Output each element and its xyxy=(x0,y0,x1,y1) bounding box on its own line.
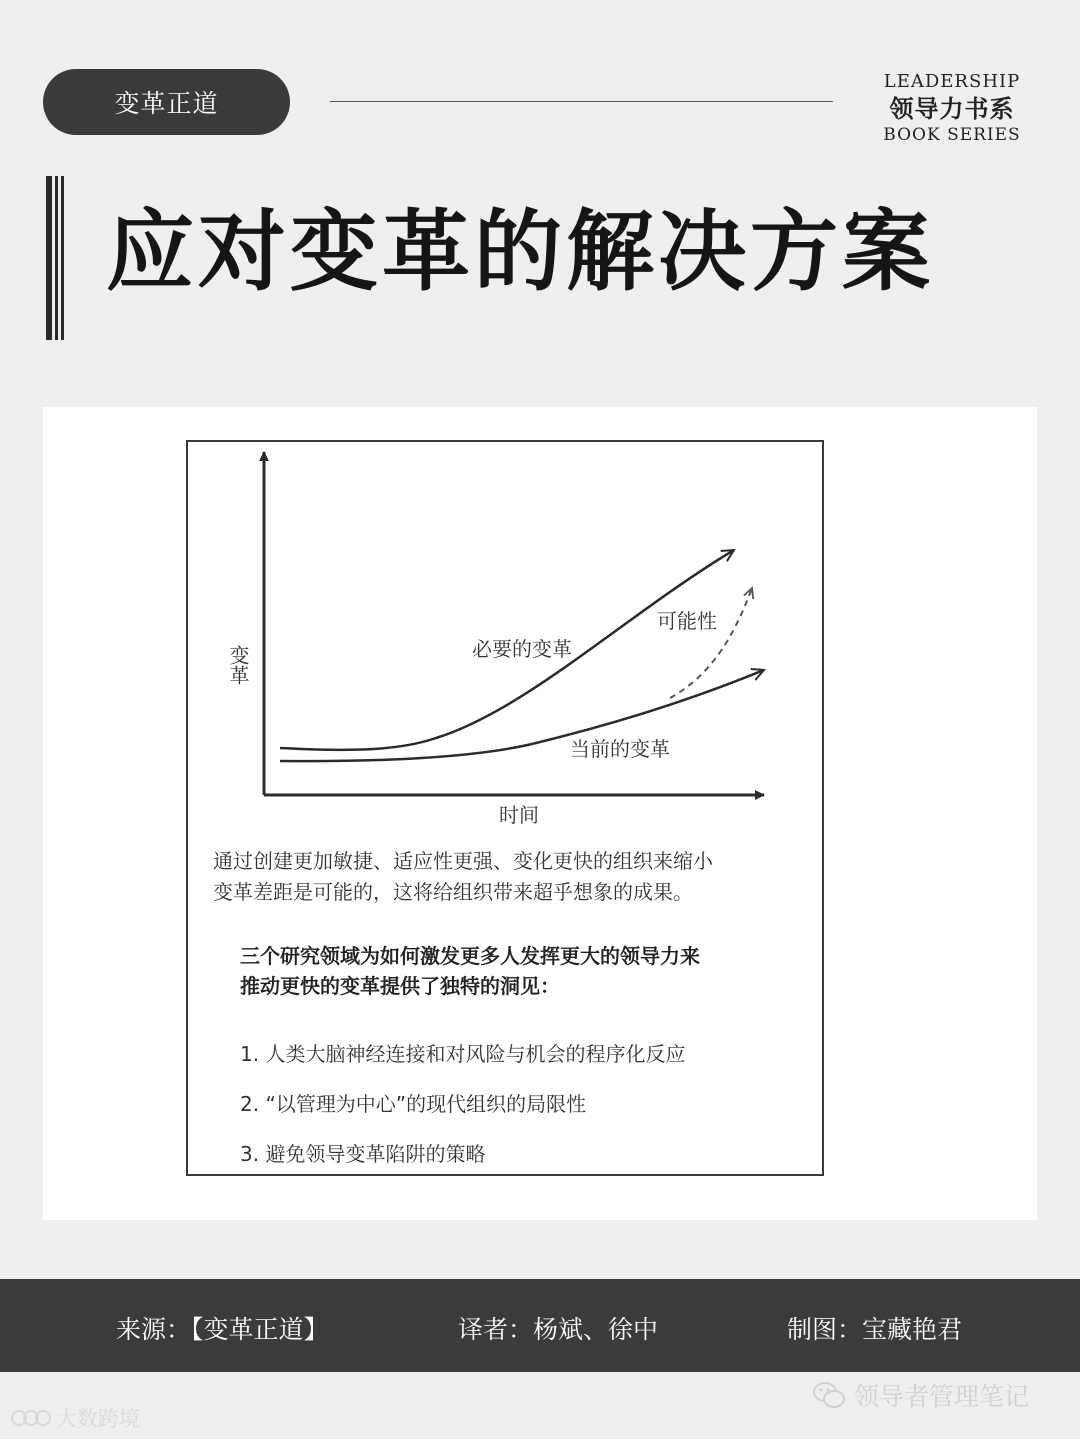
paragraph-line: 变革差距是可能的，这将给组织带来超乎想象的成果。 xyxy=(213,880,693,904)
change-gap-chart xyxy=(186,440,824,830)
title-accent-bars xyxy=(46,176,66,340)
header-divider xyxy=(330,101,833,102)
heading-line: 三个研究领域为如何激发更多人发挥更大的领导力来 xyxy=(240,944,700,968)
body-paragraph xyxy=(213,846,813,908)
page-title: 应对变革的解决方案 xyxy=(106,199,935,303)
footer-designer: 制图：宝藏艳君 xyxy=(787,1315,963,1344)
footer-source: 来源：【变革正道】 xyxy=(116,1315,329,1344)
research-list xyxy=(240,1037,685,1187)
list-item: 2. “以管理为中心”的现代组织的局限性 xyxy=(240,1092,587,1116)
section-heading xyxy=(240,941,810,1001)
list-item: 1. 人类大脑神经连接和对风险与机会的程序化反应 xyxy=(240,1042,686,1066)
series-en-bottom: BOOK SERIES xyxy=(883,125,1021,145)
watermark-right-text: 领导者管理笔记 xyxy=(854,1382,1030,1411)
watermark-logo-icon xyxy=(10,1407,52,1429)
watermark-left xyxy=(10,1403,140,1433)
footer-band xyxy=(0,1279,1080,1372)
x-axis-label: 时间 xyxy=(499,803,539,827)
series-cn: 领导力书系 xyxy=(889,94,1015,123)
watermark-left-text: 大数跨境 xyxy=(56,1407,140,1431)
possibility-dashed-line xyxy=(670,588,752,698)
category-tag: 变革正道 xyxy=(43,69,290,135)
footer-translator: 译者：杨斌、徐中 xyxy=(458,1315,659,1344)
heading-line: 推动更快的变革提供了独特的洞见： xyxy=(240,974,560,998)
series-en-top: LEADERSHIP xyxy=(883,71,1021,92)
list-item: 3. 避免领导变革陷阱的策略 xyxy=(240,1142,486,1166)
series-label-current-change: 当前的变革 xyxy=(570,737,670,761)
series-logo xyxy=(862,70,1042,146)
wechat-icon xyxy=(812,1380,846,1410)
watermark-right xyxy=(812,1377,1029,1413)
paragraph-line: 通过创建更加敏捷、适应性更强、变化更快的组织来缩小 xyxy=(213,849,713,873)
series-label-necessary-change: 必要的变革 xyxy=(472,637,572,661)
annotation-possibility: 可能性 xyxy=(657,609,717,633)
y-axis-label: 变革 xyxy=(226,645,250,685)
